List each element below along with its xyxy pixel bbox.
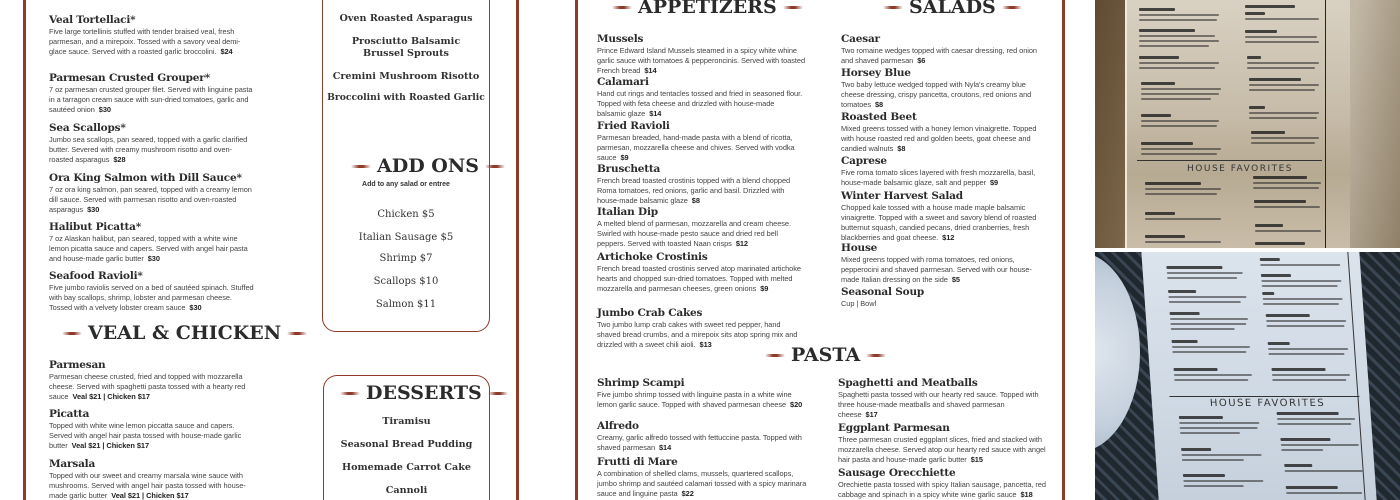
- menu-item: [841, 242, 1046, 285]
- section-title-veal-chicken: VEAL & CHICKEN: [62, 322, 307, 344]
- ornament-dash: [340, 392, 360, 395]
- menu-item: [49, 172, 254, 215]
- ornament-dash: [62, 332, 82, 335]
- item-price: $6: [917, 56, 926, 65]
- item-name: Ora King Salmon with Dill Sauce*: [49, 172, 242, 184]
- menu-item: [841, 111, 1046, 154]
- ornament-dash: [1002, 6, 1022, 9]
- menu-item: [49, 408, 257, 451]
- menu-photo-1: [1095, 0, 1400, 248]
- item-description: Prince Edward Island Mussels steamed in a spicy white whine garlic sauce with tomatoes & pepperoncinis. Served with toasted French bread $14: [597, 46, 806, 75]
- item-price: Veal $21 | Chicken $17: [72, 392, 150, 401]
- menu-item: [838, 377, 1043, 420]
- item-price: $24: [220, 47, 233, 56]
- item-description: Two baby lettuce wedged topped with Nyla's creamy blue cheese dressing, crispy pancetta, croutons, red onions and tomatoes $8: [841, 80, 1032, 109]
- item-name: Calamari: [597, 76, 649, 88]
- desserts-list: [324, 416, 489, 496]
- item-name: Horsey Blue: [841, 67, 911, 79]
- item-description: 7 oz parmesan crusted grouper filet. Served with linguine pasta in a tarragon cream sauce with sun-dried tomatoes, garlic and sautéed onion $30: [49, 85, 253, 114]
- item-name: Italian Dip: [597, 206, 658, 218]
- item-price: $12: [735, 239, 748, 248]
- section-title-appetizers: APPETIZERS: [612, 0, 803, 18]
- section-title-pasta: PASTA: [765, 344, 886, 366]
- menu-item: [49, 122, 254, 165]
- menu-item: [597, 120, 805, 163]
- item-description: Cup | Bowl: [841, 299, 877, 308]
- ornament-dash: [488, 392, 508, 395]
- item-description: Hand cut rings and tentacles tossed and fried in seasoned flour. Topped with feta cheese and drizzled with house-made balsamic glaze $14: [597, 89, 803, 118]
- item-name: Parmesan: [49, 359, 106, 371]
- item-name: Bruschetta: [597, 163, 661, 175]
- item-description: Three parmesan crusted eggplant slices, fried and stacked with mozzarella cheese. Served atop our hearty red sauce with angel hair pasta and house-made garlic butter $15: [838, 435, 1046, 464]
- item-name: Sea Scallops*: [49, 122, 126, 134]
- item-price: $14: [649, 109, 662, 118]
- menu-item: [841, 33, 1046, 66]
- menu-item: [841, 155, 1046, 188]
- divider-line: [575, 0, 578, 500]
- ornament-dash: [866, 354, 886, 357]
- dessert-item: Seasonal Bread Pudding: [340, 439, 473, 450]
- menu-item: [597, 251, 805, 294]
- item-price: $17: [865, 410, 878, 419]
- menu-item: [49, 221, 254, 264]
- menu-item: [838, 422, 1048, 465]
- item-name: Eggplant Parmesan: [838, 422, 950, 434]
- photo-section-heading: HOUSE FAVORITES: [1209, 398, 1326, 409]
- item-price: $30: [189, 303, 202, 312]
- menu-item: [597, 206, 805, 249]
- menu-item: [841, 190, 1051, 243]
- item-name: Caesar: [841, 33, 880, 45]
- item-description: French bread toasted crostinis topped with a blend chopped Roma tomatoes, red onions, garlic and basil. Drizzled with house-made balsamic glaze $8: [597, 176, 791, 205]
- ornament-dash: [883, 6, 903, 9]
- item-name: Winter Harvest Salad: [841, 190, 963, 202]
- item-price: $9: [620, 153, 629, 162]
- item-description: Orechiette pasta tossed with spicy Italian sausage, pancetta, red cabbage and spinach in a spicy white wine garlic sauce $18: [838, 480, 1046, 499]
- menu-item: [597, 420, 805, 453]
- sides-list: [323, 0, 489, 103]
- menu-item: [49, 458, 254, 500]
- ornament-dash: [351, 165, 371, 168]
- item-price: $14: [644, 66, 657, 75]
- item-name: Artichoke Crostinis: [597, 251, 708, 263]
- item-name: Roasted Beet: [841, 111, 917, 123]
- item-description: Chopped kale tossed with a house made maple balsamic vinaigrette. Topped with a sweet and savory blend of roasted butternut squash, candied pecans, dried cranberries, fresh blackberries and goat cheese. $12: [841, 203, 1037, 242]
- item-description: Five roma tomato slices layered with fresh mozzarella, basil, house-made balsamic glaze, salt and pepper $9: [841, 168, 1036, 187]
- item-price: $13: [699, 340, 712, 349]
- item-price: $8: [875, 100, 884, 109]
- item-name: Frutti di Mare: [597, 456, 678, 468]
- item-price: Veal $21 | Chicken $17: [71, 441, 149, 450]
- item-description: Five jumbo raviolis served on a bed of sautéed spinach. Stuffed with bay scallops, shrimp, lobster and parmesan cheese. Tossed with a velvety lobster cream sauce $30: [49, 283, 254, 312]
- dessert-item: Cannoli: [385, 485, 428, 496]
- ornament-dash: [783, 6, 803, 9]
- menu-item: [597, 33, 805, 76]
- section-title-salads: SALADS: [883, 0, 1022, 18]
- sides-addons-box: [322, 0, 490, 332]
- item-name: Picatta: [49, 408, 90, 420]
- item-price: $8: [897, 144, 906, 153]
- add-ons-list: [323, 209, 489, 310]
- dessert-item: Tiramisu: [382, 416, 431, 427]
- add-on-item: Shrimp $7: [379, 253, 433, 264]
- divider-line: [516, 0, 519, 500]
- add-on-item: Chicken $5: [377, 209, 435, 220]
- item-description: 7 oz Alaskan halibut, pan seared, topped with a white wine lemon picatta sauce and capers. Served with angel hair pasta and house-made garlic butter $30: [49, 234, 248, 263]
- item-description: Spaghetti pasta tossed with our hearty red sauce. Topped with three house-made meatballs and shaved parmesan cheese $17: [838, 390, 1039, 419]
- item-description: Mixed greens topped with roma tomatoes, red onions, pepperocini and shaved parmesan. Served with our house-made Italian dressing on the side $5: [841, 255, 1032, 284]
- menu-item: [49, 72, 254, 115]
- menu-item: [597, 377, 805, 410]
- item-name: Alfredo: [597, 420, 639, 432]
- item-price: $9: [989, 178, 999, 187]
- item-name: House: [841, 242, 878, 254]
- item-description: Topped with white wine lemon piccatta sauce and capers. Served with angel hair pasta tossed with house-made garlic butter Veal $21 | Chicken $17: [49, 421, 242, 450]
- item-name: Parmesan Crusted Grouper*: [49, 72, 210, 84]
- item-description: Mixed greens tossed with a honey lemon vinaigrette. Topped with house roasted red and golden beets, goat cheese and candied walnuts $8: [841, 124, 1037, 153]
- item-name: Seafood Ravioli*: [49, 270, 143, 282]
- item-description: A combination of shelled clams, mussels, quartered scallops, jumbo shrimp and sautéed calamari tossed with a spicy marinara sauce and linguine pasta $22: [597, 469, 807, 498]
- section-title-add-ons: ADD ONS: [351, 155, 505, 177]
- item-price: Veal $21 | Chicken $17: [111, 491, 189, 500]
- left-border-line: [23, 0, 26, 500]
- item-price: $9: [760, 284, 769, 293]
- menu-paper: [1141, 252, 1376, 500]
- item-price: $12: [942, 233, 955, 242]
- item-description: Topped with our sweet and creamy marsala wine sauce with mushrooms. Served with angel hair pasta tossed with house-made garlic butter Veal $21 | Chicken $17: [49, 471, 246, 500]
- menu-item: [838, 467, 1048, 500]
- desserts-box: [323, 375, 490, 500]
- item-price: $28: [113, 155, 126, 164]
- menu-item: [597, 456, 807, 499]
- item-name: Sausage Orecchiette: [838, 467, 956, 479]
- plate: [1095, 252, 1140, 452]
- side-item: Prosciutto Balsamic Brussel Sprouts: [351, 36, 461, 59]
- item-name: Shrimp Scampi: [597, 377, 685, 389]
- item-price: $8: [691, 196, 700, 205]
- item-price: $30: [87, 205, 100, 214]
- menu-item: [597, 163, 805, 206]
- add-ons-subtitle: Add to any salad or entree: [362, 181, 450, 188]
- side-item: Cremini Mushroom Risotto: [332, 71, 480, 82]
- item-description: Jumbo sea scallops, pan seared, topped with a garlic clarified butter. Severed with creamy mushroom risotto and oven-roasted asparagus $28: [49, 135, 248, 164]
- item-description: Two romaine wedges topped with caesar dressing, red onion and shaved parmesan $6: [841, 46, 1037, 65]
- side-item: Broccolini with Roasted Garlic: [327, 92, 485, 103]
- side-item: [323, 0, 489, 1]
- ornament-dash: [765, 354, 785, 357]
- photo-section-heading: HOUSE FAVORITES: [1187, 164, 1294, 174]
- menu-paper: [1125, 0, 1350, 248]
- menu-item: [841, 286, 1046, 309]
- menu-item: [49, 270, 254, 313]
- ornament-dash: [612, 6, 632, 9]
- menu-item: [597, 76, 805, 119]
- item-description: A melted blend of parmesan, mozzarella and cream cheese. Swirled with house-made pesto sauce and dried red bell peppers. Served with toasted Naan crisps $12: [597, 219, 791, 248]
- item-description: Two jumbo lump crab cakes with sweet red pepper, hand shaved bread crumbs, and a mirepoix sits atop spring mix and drizzled with a sweet chili aioli. $13: [597, 320, 798, 349]
- item-name: Fried Ravioli: [597, 120, 670, 132]
- item-price: $14: [659, 443, 672, 452]
- menu-photo-2: [1095, 252, 1400, 500]
- dessert-item: Homemade Carrot Cake: [342, 462, 471, 473]
- item-name: Jumbo Crab Cakes: [597, 307, 703, 319]
- item-name: Mussels: [597, 33, 644, 45]
- ornament-dash: [485, 165, 505, 168]
- item-price: $18: [1020, 490, 1033, 499]
- right-border-line: [1062, 0, 1065, 500]
- menu-item: [841, 67, 1046, 110]
- item-name: Caprese: [841, 155, 887, 167]
- item-description: 7 oz ora king salmon, pan seared, topped with a creamy lemon dill sauce. Served with parmesan risotto and oven-roasted asparagus $30: [49, 185, 252, 214]
- item-price: $30: [147, 254, 160, 263]
- item-price: $15: [970, 455, 983, 464]
- add-on-item: Scallops $10: [373, 276, 439, 287]
- section-title-desserts: DESSERTS: [340, 382, 508, 404]
- ornament-dash: [287, 332, 307, 335]
- item-description: French bread toasted crostinis served atop marinated artichoke hearts and chopped sun-dried tomatoes. Topped with melted mozzarella and parmesan cheeses, green onions $9: [597, 264, 801, 293]
- menu-item: [49, 14, 254, 57]
- item-price: $20: [790, 400, 803, 409]
- item-price: $5: [951, 275, 960, 284]
- item-description: Five large tortellinis stuffed with tender braised veal, fresh parmesan, and a mirepoix. Tossed with a savory veal demi-glace sauce. Served with a roasted garlic broccolini. $24: [49, 27, 241, 56]
- item-description: Creamy, garlic alfredo tossed with fettuccine pasta. Topped with shaved parmesan $14: [597, 433, 802, 452]
- add-on-item: Salmon $11: [375, 299, 437, 310]
- item-name: Spaghetti and Meatballs: [838, 377, 978, 389]
- item-price: $22: [681, 489, 694, 498]
- item-name: Marsala: [49, 458, 96, 470]
- add-on-item: Italian Sausage $5: [358, 232, 454, 243]
- item-name: Halibut Picatta*: [49, 221, 142, 233]
- side-item: Oven Roasted Asparagus: [339, 13, 473, 24]
- menu-item: [49, 359, 254, 402]
- item-name: Veal Tortellaci*: [49, 14, 136, 26]
- item-description: Parmesan breaded, hand-made pasta with a blend of ricotta, parmesan, mozzarella cheese and chives. Served with vodka sauce $9: [597, 133, 795, 162]
- item-name: Seasonal Soup: [841, 286, 925, 298]
- item-price: $30: [98, 105, 111, 114]
- item-description: Parmesan cheese crusted, fried and topped with mozzarella cheese. Served with spaghetti pasta tossed with a hearty red sauce Veal $21 | Chicken $17: [49, 372, 246, 401]
- item-description: Five jumbo shrimp tossed with linguine pasta in a white wine lemon garlic sauce. Topped with shaved parmesan cheese $20: [597, 390, 803, 409]
